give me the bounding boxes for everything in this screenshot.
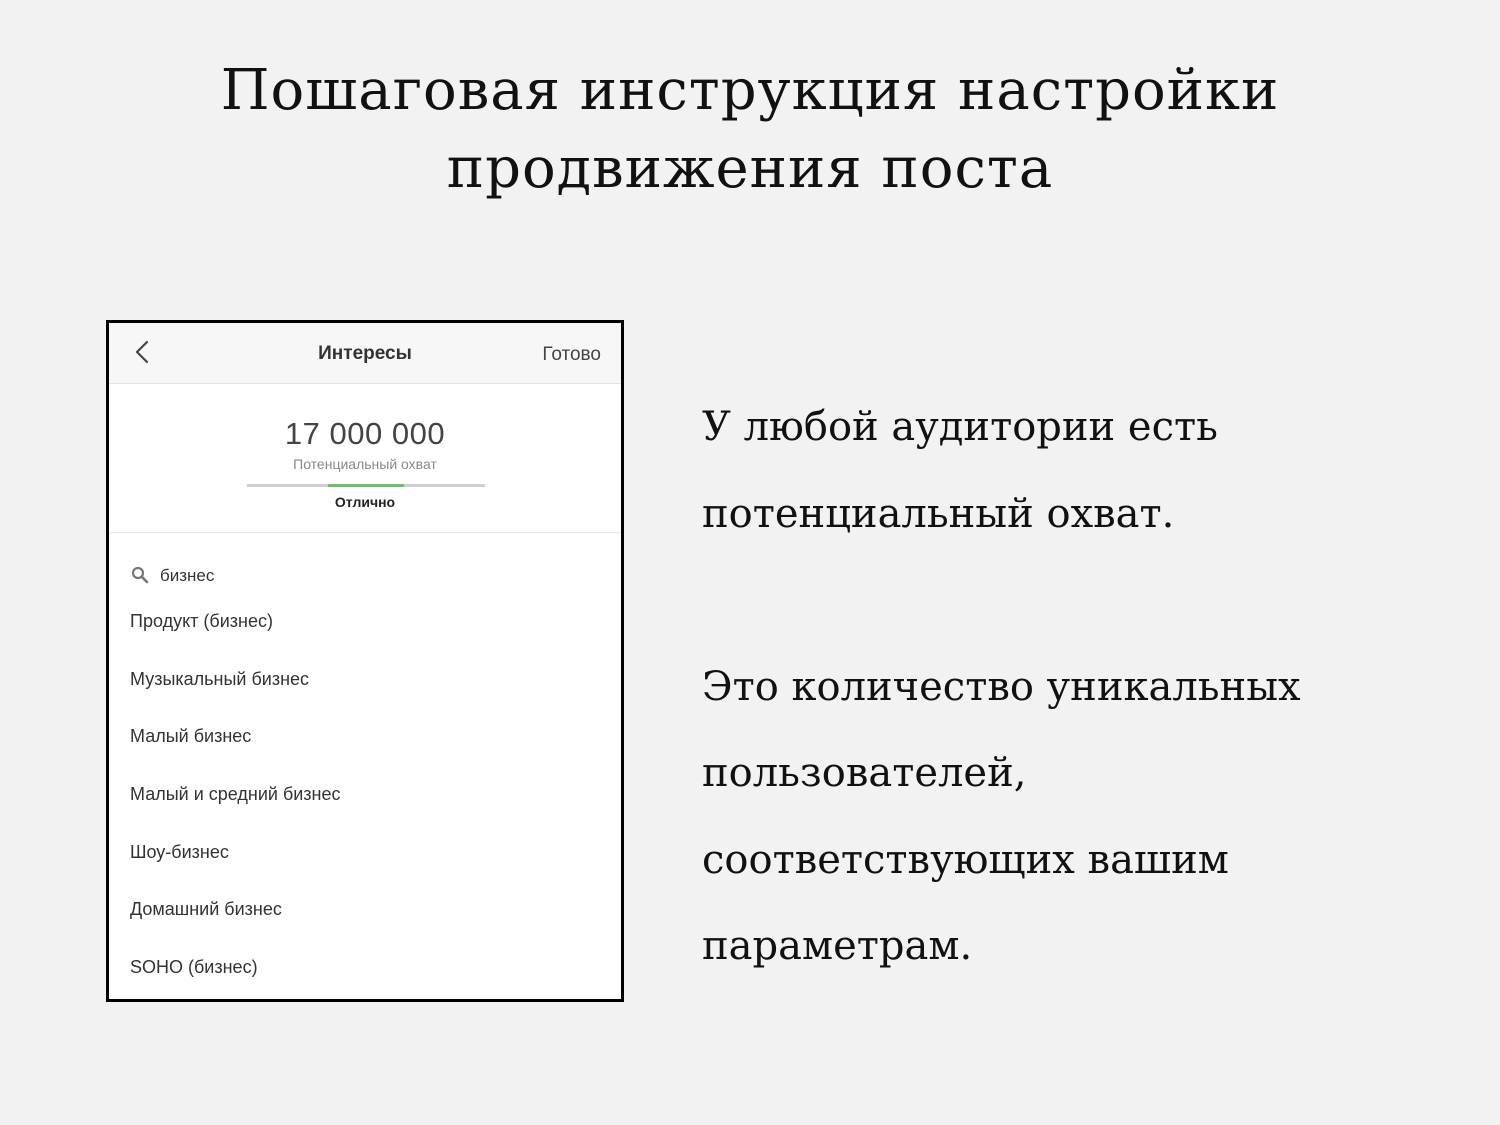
phone-screenshot [106, 320, 624, 1002]
list-item[interactable]: Малый бизнес [130, 726, 252, 747]
search-icon [131, 566, 149, 584]
reach-number: 17 000 000 [284, 416, 446, 451]
list-item[interactable]: Шоу-бизнес [130, 841, 229, 862]
nav-bar [109, 323, 621, 384]
reach-meter-fill [328, 484, 404, 487]
nav-title: Интересы [318, 343, 412, 364]
slide-title-line-1: Пошаговая инструкция настройки [220, 58, 1280, 123]
list-item[interactable]: Музыкальный бизнес [130, 668, 310, 689]
reach-meter [247, 484, 485, 487]
potential-reach-panel [109, 384, 621, 533]
text-line: параметрам. [702, 923, 973, 969]
text-line: пользователей, [702, 750, 1027, 796]
list-item[interactable]: Домашний бизнес [130, 899, 282, 920]
reach-rating: Отлично [334, 494, 396, 510]
text-line: соответствующих вашим [702, 836, 1229, 883]
reach-label: Потенциальный охват [293, 456, 437, 472]
done-button[interactable]: Готово [542, 344, 601, 365]
text-line: У любой аудитории есть [702, 404, 1218, 450]
interest-results-list [109, 611, 621, 1002]
paragraph-definition [702, 644, 1442, 990]
explanation-text [702, 384, 1442, 990]
text-line: потенциальный охват. [702, 490, 1175, 537]
slide-title [0, 52, 1500, 208]
slide-title-line-2: продвижения поста [446, 136, 1054, 201]
paragraph-reach [702, 384, 1442, 557]
search-field[interactable] [109, 533, 621, 611]
search-input-value[interactable]: бизнес [160, 566, 215, 585]
list-item[interactable]: SOHO (бизнес) [130, 957, 258, 978]
text-line: Это количество уникальных [702, 663, 1301, 710]
paragraph-spacer [702, 557, 1442, 644]
list-item[interactable]: Малый и средний бизнес [130, 784, 341, 805]
list-item[interactable]: Продукт (бизнес) [130, 611, 273, 631]
